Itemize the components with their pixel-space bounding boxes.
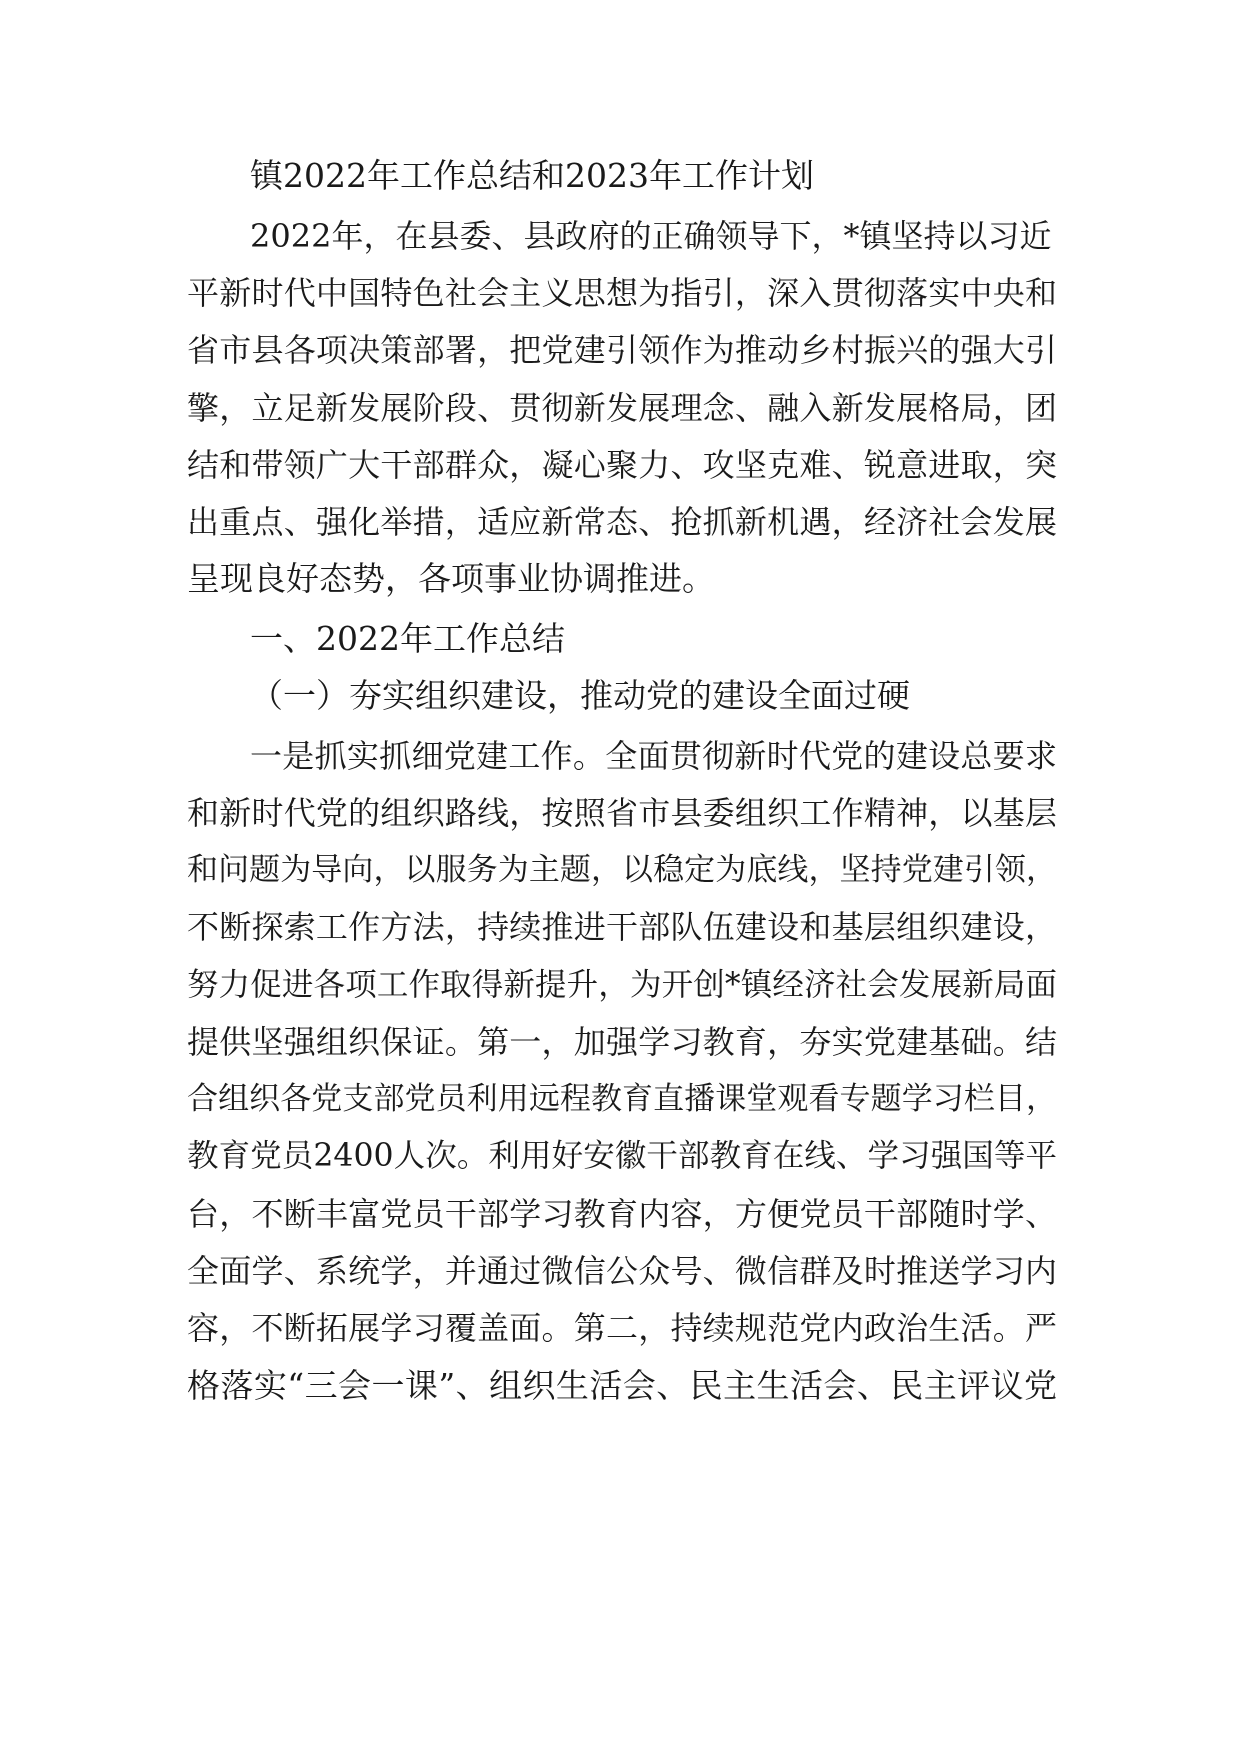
body-line: 不断探索工作方法，持续推进干部队伍建设和基层组织建设， [187, 908, 1057, 946]
body-line: 教育党员2400人次。利用好安徽干部教育在线、学习强国等平 [187, 1138, 1057, 1174]
body-line: 和新时代党的组织路线，按照省市县委组织工作精神，以基层 [187, 794, 1057, 832]
intro-line: 平新时代中国特色社会主义思想为指引，深入贯彻落实中央和 [187, 274, 1057, 312]
intro-line: 省市县各项决策部署，把党建引领作为推动乡村振兴的强大引 [187, 331, 1057, 369]
body-line: 格落实“三会一课”、组织生活会、民主生活会、民主评议党 [187, 1366, 1057, 1405]
body-line: 和问题为导向，以服务为主题，以稳定为底线，坚持党建引领， [187, 852, 1057, 888]
intro-line: 呈现良好态势，各项事业协调推进。 [187, 559, 715, 598]
intro-line: 结和带领广大干部群众，凝心聚力、攻坚克难、锐意进取，突 [187, 446, 1057, 484]
body-line: 一是抓实抓细党建工作。全面贯彻新时代党的建设总要求 [250, 737, 1057, 775]
body-line: 全面学、系统学，并通过微信公众号、微信群及时推送学习内 [187, 1252, 1057, 1290]
intro-line: 出重点、强化举措，适应新常态、抢抓新机遇，经济社会发展 [187, 503, 1057, 541]
body-line: 努力促进各项工作取得新提升，为开创*镇经济社会发展新局面 [187, 967, 1057, 1003]
body-line: 容，不断拓展学习覆盖面。第二，持续规范党内政治生活。严 [187, 1309, 1057, 1347]
intro-line: 2022年，在县委、县政府的正确领导下，*镇坚持以习近 [250, 217, 1052, 255]
intro-line: 擎，立足新发展阶段、贯彻新发展理念、融入新发展格局，团 [187, 389, 1057, 427]
body-line: 台，不断丰富党员干部学习教育内容，方便党员干部随时学、 [187, 1195, 1057, 1233]
body-line: 合组织各党支部党员利用远程教育直播课堂观看专题学习栏目， [187, 1081, 1057, 1117]
section-heading: 一、2022年工作总结 [250, 619, 565, 658]
body-line: 提供坚强组织保证。第一，加强学习教育，夯实党建基础。结 [187, 1023, 1057, 1061]
subsection-heading: （一）夯实组织建设，推动党的建设全面过硬 [250, 676, 910, 715]
document-title: 镇2022年工作总结和2023年工作计划 [250, 156, 814, 195]
